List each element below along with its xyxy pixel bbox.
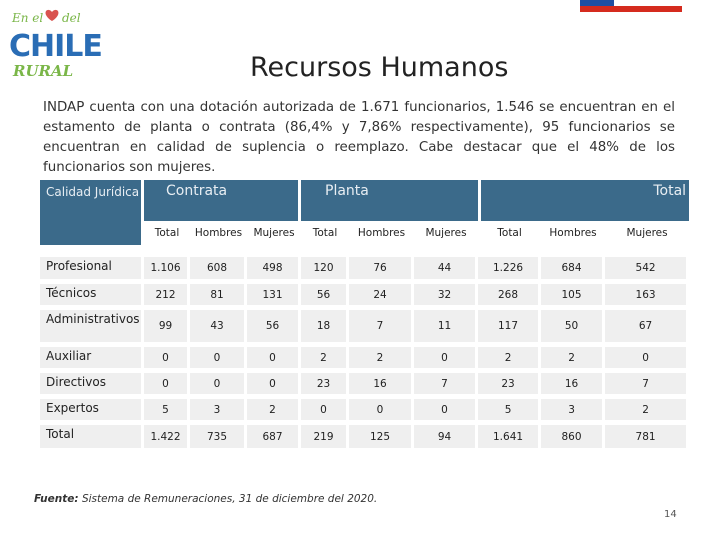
- table-cell: 2: [478, 347, 541, 373]
- table-cell: 498: [247, 257, 301, 284]
- page-number: 14: [664, 509, 677, 520]
- table-cell: 0: [247, 347, 301, 373]
- corner-label: Calidad Jurídica: [40, 180, 144, 245]
- table-cell: 1.641: [478, 425, 541, 453]
- table-cell: 0: [190, 373, 247, 399]
- table-cell: 5: [478, 399, 541, 425]
- table-cell: 608: [190, 257, 247, 284]
- group-planta: Planta: [301, 180, 478, 221]
- table-cell: 117: [478, 310, 541, 347]
- table-cell: 67: [605, 310, 689, 347]
- table-cell: 2: [301, 347, 349, 373]
- group-contrata: Contrata: [144, 180, 301, 221]
- table-cell: 16: [349, 373, 414, 399]
- table-cell: 0: [414, 347, 478, 373]
- table-cell: 0: [144, 373, 190, 399]
- svg-text:CHILE: CHILE: [9, 29, 102, 64]
- row-label: Expertos: [40, 399, 144, 425]
- table-cell: 16: [541, 373, 605, 399]
- table-cell: 735: [190, 425, 247, 453]
- row-label: Directivos: [40, 373, 144, 399]
- table-cell: 7: [414, 373, 478, 399]
- subheader: Total: [497, 227, 522, 239]
- table-cell: 0: [301, 399, 349, 425]
- table-cell: 212: [144, 284, 190, 310]
- row-label: Administrativos: [40, 310, 144, 347]
- table-row: [40, 425, 689, 453]
- table-cell: 687: [247, 425, 301, 453]
- table-cell: 860: [541, 425, 605, 453]
- subheader: Total: [154, 227, 180, 239]
- svg-text:RURAL: RURAL: [13, 62, 74, 80]
- table-cell: 3: [190, 399, 247, 425]
- table-row: [40, 347, 689, 373]
- svg-text:En el: En el: [12, 11, 44, 25]
- table-cell: 99: [144, 310, 190, 347]
- subheader: Mujeres: [253, 227, 295, 239]
- table-cell: 0: [414, 399, 478, 425]
- table-cell: 0: [190, 347, 247, 373]
- table-cell: 43: [190, 310, 247, 347]
- row-label: Profesional: [40, 257, 144, 284]
- table-cell: 18: [301, 310, 349, 347]
- table-row: [40, 284, 689, 310]
- table-cell: 24: [349, 284, 414, 310]
- table-cell: 32: [414, 284, 478, 310]
- table-cell: 76: [349, 257, 414, 284]
- table-cell: 2: [247, 399, 301, 425]
- subheader: Hombres: [194, 227, 243, 239]
- table-row: [40, 399, 689, 425]
- table-cell: 81: [190, 284, 247, 310]
- flag-strip: [580, 0, 682, 12]
- table-row: [40, 373, 689, 399]
- row-label: Auxiliar: [40, 347, 144, 373]
- table-cell: 219: [301, 425, 349, 453]
- table-cell: 131: [247, 284, 301, 310]
- table-cell: 268: [478, 284, 541, 310]
- table-cell: 2: [541, 347, 605, 373]
- svg-text:del: del: [62, 11, 81, 25]
- table-cell: 125: [349, 425, 414, 453]
- table-cell: 0: [247, 373, 301, 399]
- table-cell: 2: [349, 347, 414, 373]
- table-cell: 1.106: [144, 257, 190, 284]
- subheader: Hombres: [357, 227, 406, 239]
- table-cell: 50: [541, 310, 605, 347]
- table-cell: 44: [414, 257, 478, 284]
- intro-paragraph: INDAP cuenta con una dotación autorizada de 1.671 funcionarios, 1.546 se encuentran en el estamento de planta o contrata (86,4% y 7,86% respectivamente), 95 funcionarios se encuentran en calidad de suplencia o reemplazo. Cabe destacar que el 48% de los funcionarios son mujeres.: [43, 100, 675, 175]
- page-title: Recursos Humanos: [250, 52, 509, 83]
- table-cell: 0: [144, 347, 190, 373]
- table-cell: 1.422: [144, 425, 190, 453]
- row-label: Técnicos: [40, 284, 144, 310]
- table-cell: 542: [605, 257, 689, 284]
- table-cell: 56: [301, 284, 349, 310]
- table-cell: 684: [541, 257, 605, 284]
- subheader: Total: [312, 227, 338, 239]
- subheader: Hombres: [549, 227, 597, 239]
- table-cell: 2: [605, 399, 689, 425]
- table-cell: 7: [349, 310, 414, 347]
- table-cell: 0: [349, 399, 414, 425]
- table-cell: 0: [605, 347, 689, 373]
- group-total: Total: [478, 180, 689, 221]
- table-cell: 11: [414, 310, 478, 347]
- table-cell: 120: [301, 257, 349, 284]
- source-label: Fuente:: [34, 493, 79, 505]
- table-cell: 5: [144, 399, 190, 425]
- source-note: [34, 493, 377, 505]
- table-cell: 23: [478, 373, 541, 399]
- table-cell: 163: [605, 284, 689, 310]
- table-cell: 23: [301, 373, 349, 399]
- source-text: Sistema de Remuneraciones, 31 de diciembre del 2020.: [81, 493, 378, 505]
- row-label: Total: [40, 425, 144, 453]
- table-cell: 105: [541, 284, 605, 310]
- subheader: Mujeres: [626, 227, 668, 239]
- table-row: [40, 310, 689, 347]
- table-cell: 7: [605, 373, 689, 399]
- table-cell: 781: [605, 425, 689, 453]
- table-cell: 56: [247, 310, 301, 347]
- table-row: [40, 257, 689, 284]
- table-cell: 1.226: [478, 257, 541, 284]
- table-cell: 94: [414, 425, 478, 453]
- subheader: Mujeres: [425, 227, 467, 239]
- chile-rural-logo: [6, 6, 102, 80]
- table-cell: 3: [541, 399, 605, 425]
- hr-table: [40, 180, 689, 453]
